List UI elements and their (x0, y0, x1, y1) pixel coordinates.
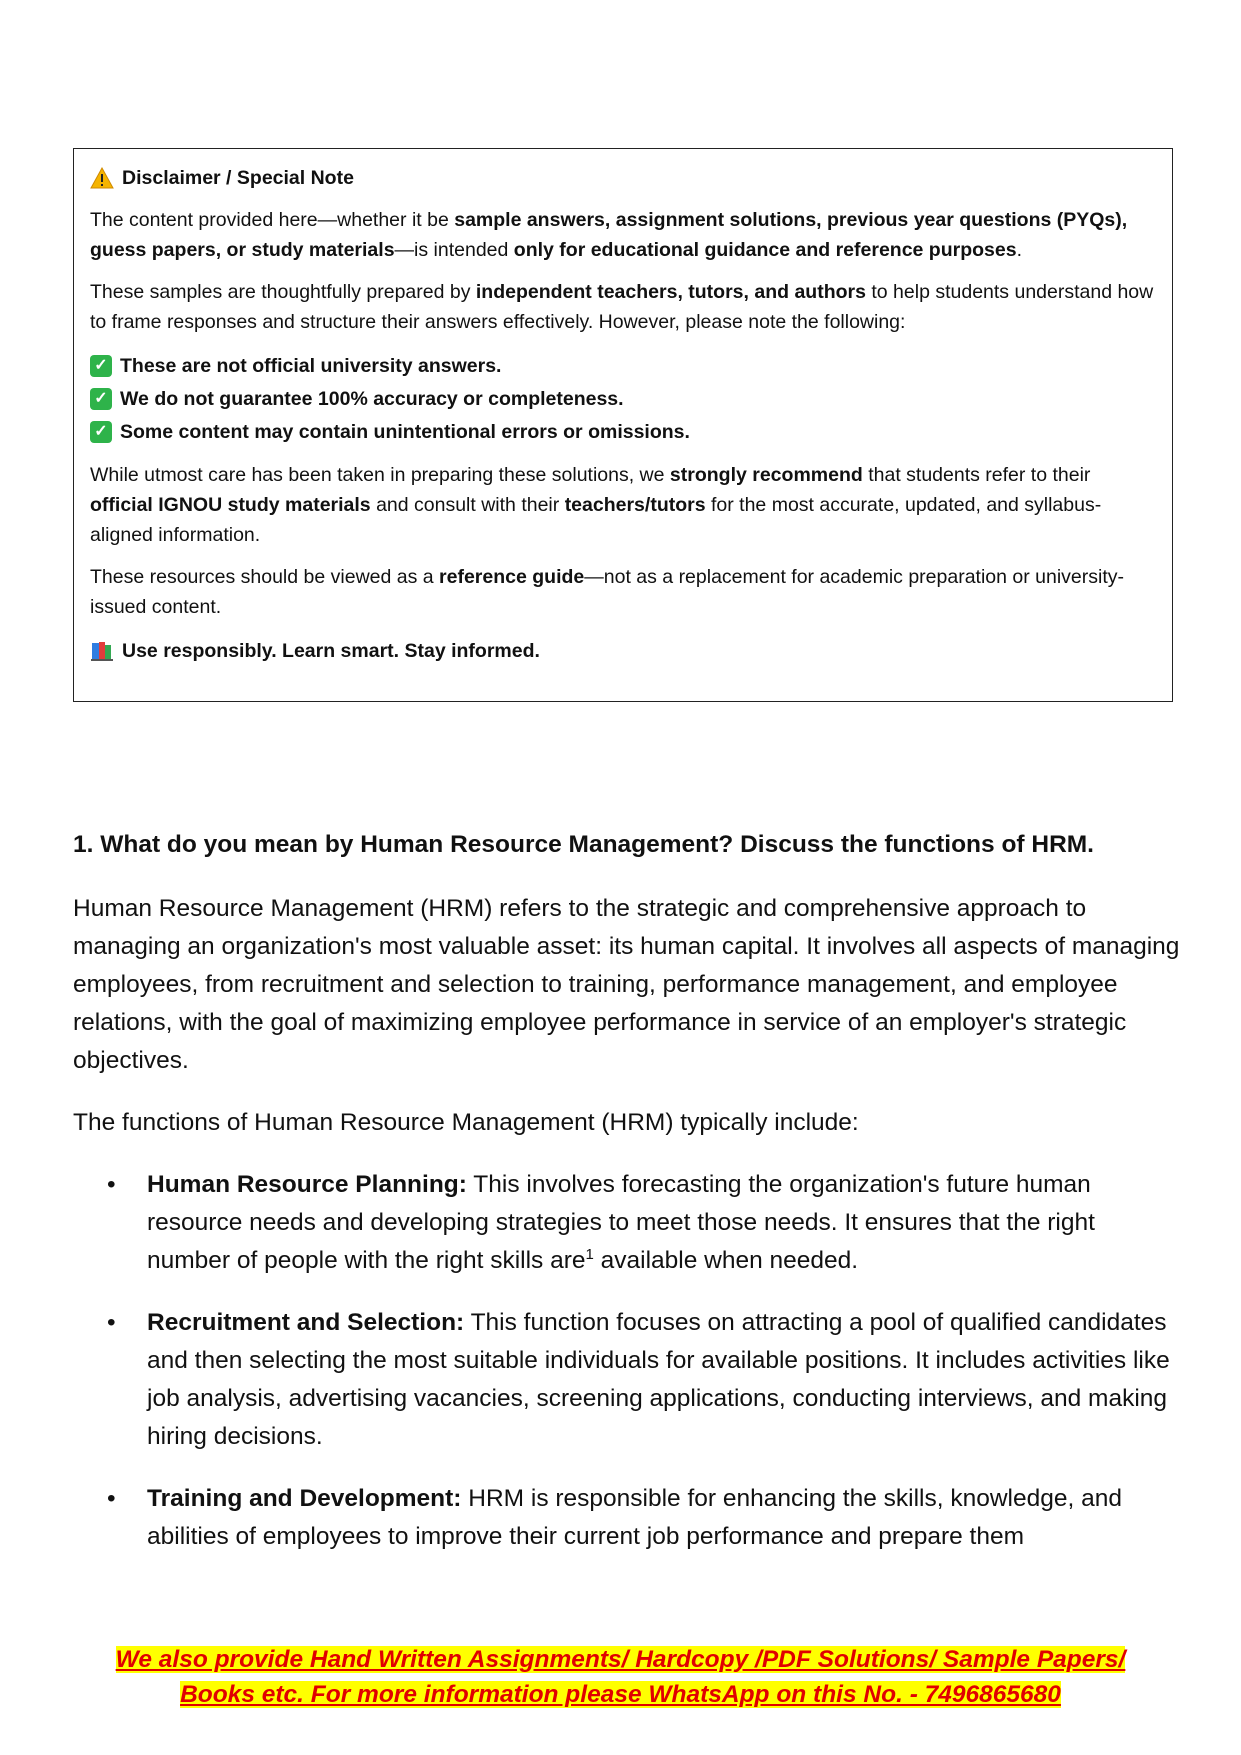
check-mark-icon: ✓ (90, 388, 112, 410)
bullet-icon: • (107, 1309, 116, 1336)
disclaimer-paragraph-1: The content provided here—whether it be sample answers, assignment solutions, previous year questions (PYQs), guess papers, or study materials—is intended only for educational guidance and reference purposes. (90, 209, 1128, 261)
functions-lead: The functions of Human Resource Management (HRM) typically include: (73, 1109, 859, 1136)
disclaimer-box (73, 148, 1173, 702)
check-item: ✓ These are not official university answers. (90, 349, 1156, 382)
disclaimer-paragraph-3: While utmost care has been taken in preparing these solutions, we strongly recommend that students refer to their official IGNOU study materials and consult with their teachers/tutors for the most accurate, updated, and syllabus-aligned information. (90, 464, 1102, 546)
list-item: • Recruitment and Selection: This function focuses on attracting a pool of qualified candidates and then selecting the most suitable individuals for available positions. It includes activities like job analysis, advertising vacancies, screening applications, conducting interviews, and making hiring decisions. (73, 1304, 1183, 1456)
disclaimer-footer-row (90, 636, 1156, 666)
promo-banner (0, 1642, 1241, 1712)
disclaimer-paragraph-2: These samples are thoughtfully prepared by independent teachers, tutors, and authors to help students understand how to frame responses and structure their answers effectively. However, please note the following: (90, 281, 1154, 333)
check-item: ✓ We do not guarantee 100% accuracy or completeness. (90, 382, 1156, 415)
list-item: • Human Resource Planning: This involves forecasting the organization's future human resource needs and developing strategies to meet those needs. It ensures that the right number of people with the right skills are$^1$ available when needed. (73, 1166, 1183, 1280)
disclaimer-title-row (90, 163, 1156, 193)
check-item: ✓ Some content may contain unintentional errors or omissions. (90, 415, 1156, 448)
question-heading: 1. What do you mean by Human Resource Management? Discuss the functions of HRM. (73, 831, 1094, 858)
promo-line-1: We also provide Hand Written Assignments/ Hardcopy /PDF Solutions/ Sample Papers/ (115, 1646, 1126, 1673)
bullet-icon: • (107, 1171, 116, 1198)
disclaimer-check-list (90, 349, 1156, 448)
books-icon (90, 640, 114, 662)
check-mark-icon: ✓ (90, 355, 112, 377)
disclaimer-title: Disclaimer / Special Note (122, 167, 354, 189)
functions-list (73, 1166, 1183, 1556)
promo-line-2: Books etc. For more information please WhatsApp on this No. - 7496865680 (180, 1681, 1061, 1708)
intro-paragraph: Human Resource Management (HRM) refers to the strategic and comprehensive approach to managing an organization's most valuable asset: its human capital. It involves all aspects of managing employees, from recruitment and selection to training, performance management, and employee relations, with the goal of maximizing employee performance in service of an employer's strategic objectives. (73, 895, 1180, 1074)
disclaimer-footer: Use responsibly. Learn smart. Stay informed. (122, 640, 540, 662)
answer-section (73, 826, 1183, 1580)
footnote-marker: 1 (585, 1245, 594, 1263)
disclaimer-paragraph-4: These resources should be viewed as a reference guide—not as a replacement for academic preparation or university-issued content. (90, 566, 1125, 618)
warning-icon (90, 167, 114, 189)
bullet-icon: • (107, 1485, 116, 1512)
list-item: • Training and Development: HRM is responsible for enhancing the skills, knowledge, and abilities of employees to improve their current job performance and prepare them (73, 1480, 1183, 1556)
check-mark-icon: ✓ (90, 421, 112, 443)
